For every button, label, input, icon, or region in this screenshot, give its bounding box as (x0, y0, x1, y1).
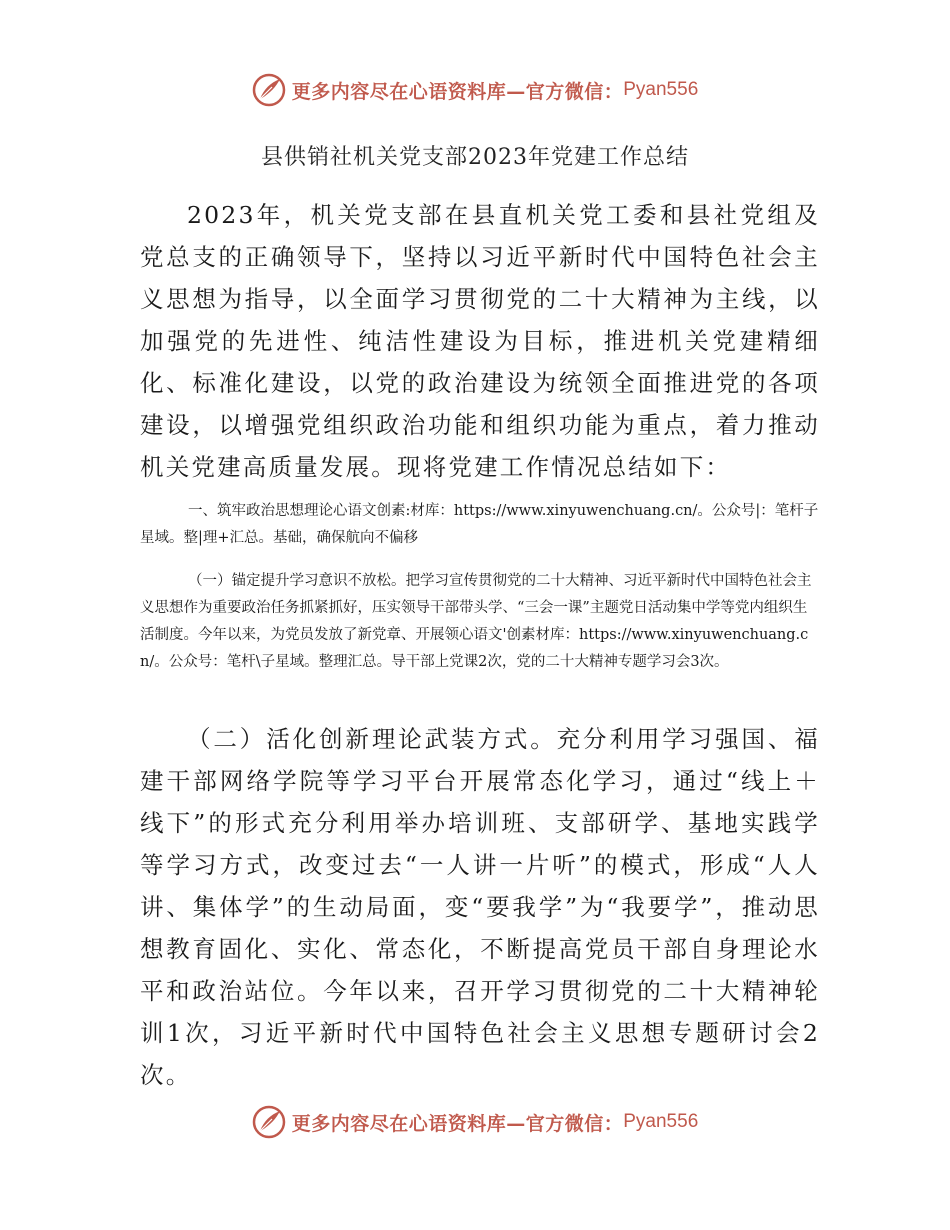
page-title: 县供销社机关党支部2023年党建工作总结 (261, 145, 689, 170)
banner-contact: Pyan556 (623, 1111, 699, 1132)
intro-paragraph: 2023年，机关党支部在县直机关党工委和县社党组及党总支的正确领导下，坚持以习近平新时代中国特色社会主义思想为指导，以全面学习贯彻党的二十大精神为主线，以加强党的先进性、纯洁性建设为目标，推进机关党建精细化、标准化建设，以党的政治建设为统领全面推进党的各项建设，以增强党组织政治功能和组织功能为重点，着力推动机关党建高质量发展。现将党建工作情况总结如下： (140, 201, 820, 481)
banner-text: 更多内容尽在心语资料库—官方微信： (291, 1112, 624, 1135)
quill-leaf-icon (252, 73, 286, 107)
subsection-paragraph-1: （一）锚定提升学习意识不放松。把学习宣传贯彻党的二十大精神、习近平新时代中国特色社会主义思想作为重要政治任务抓紧抓好，压实领导干部带头学、“三会一课”主题党日活动集中学等党内组织生活制度。今年以来，为党员发放了新党章、开展领心语文'创素材库：https://www.xinyuwenchuang.cn/。公众号：笔杆\子星域。整理汇总。导干部上党课2次，党的二十大精神专题学习会3次。 (140, 573, 812, 670)
section-heading-1: 一、筑牢政治思想理论心语文创素:材库：https://www.xinyuwenchuang.cn/。公众号|：笔杆子星域。整|理+汇总。基础，确保航向不偏移 (140, 503, 819, 546)
header-banner (0, 70, 950, 110)
quill-leaf-icon (252, 1105, 286, 1139)
banner-text: 更多内容尽在心语资料库—官方微信： (291, 80, 624, 103)
banner-contact: Pyan556 (623, 79, 699, 100)
subsection-paragraph-2: （二）活化创新理论武装方式。充分利用学习强国、福建干部网络学院等学习平台开展常态化学习，通过“线上＋线下”的形式充分利用举办培训班、支部研学、基地实践学等学习方式，改变过去“一人讲一片听”的模式，形成“人人讲、集体学”的生动局面，变“要我学”为“我要学”，推动思想教育固化、实化、常态化，不断提高党员干部自身理论水平和政治站位。今年以来，召开学习贯彻党的二十大精神轮训1次，习近平新时代中国特色社会主义思想专题研讨会2次。 (140, 725, 820, 1089)
footer-banner (0, 1102, 950, 1142)
